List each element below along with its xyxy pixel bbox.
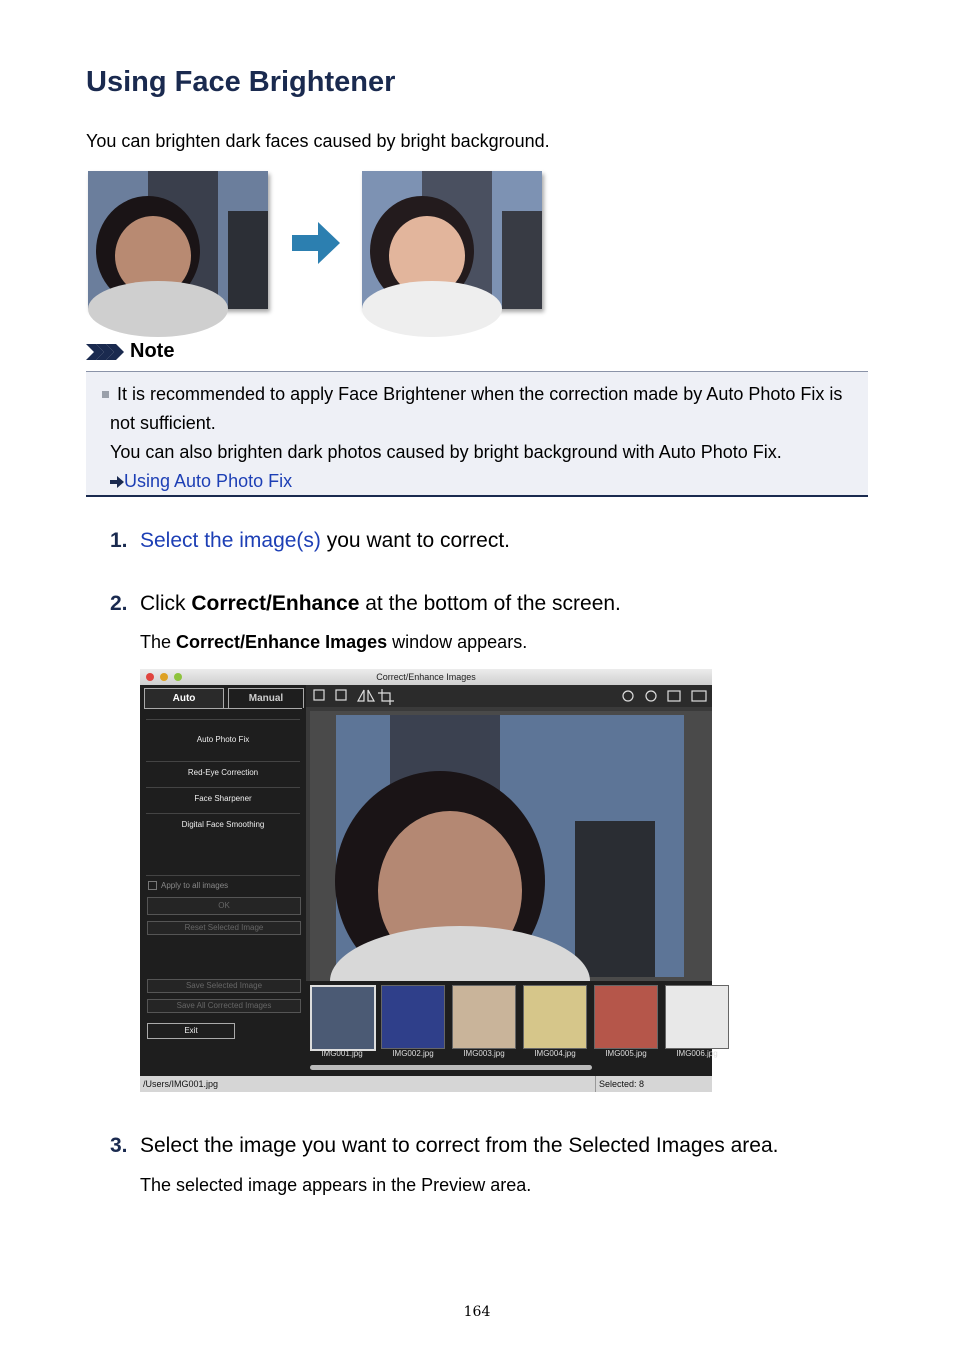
zoom-out-icon[interactable] [646,691,656,701]
note-line-1: It is recommended to apply Face Brightener when the correction made by Auto Photo Fix is not sufficient. [110,384,843,433]
save-selected-button[interactable]: Save Selected Image [147,979,301,993]
step-text: you want to correct. [320,529,511,552]
minimize-button[interactable] [160,673,168,681]
sub-text: window appears. [387,632,528,652]
face-sharpener-item[interactable]: Face Sharpener [146,787,300,810]
selected-images-area [306,981,718,1076]
page-title: Using Face Brightener [86,66,396,98]
preview-image [310,711,712,981]
step-1 [110,529,510,553]
file-path: /Users/IMG001.jpg [143,1079,219,1089]
selected-count: Selected: 8 [595,1076,644,1092]
close-button[interactable] [146,673,154,681]
exit-button[interactable]: Exit [147,1023,235,1039]
rotate-left-icon[interactable] [314,690,324,700]
ok-button[interactable]: OK [147,897,301,915]
step-3 [110,1134,779,1158]
after-photo [362,171,542,309]
step-text: Select the image you want to correct from the Selected Images area. [140,1134,779,1157]
correct-enhance-window [140,669,718,1092]
sub-bold-text: Correct/Enhance Images [176,632,388,652]
step-bold-text: Correct/Enhance [191,592,360,615]
thumbnail-label: IMG004.jpg [534,1049,576,1058]
intro-text: You can brighten dark faces caused by bright background. [86,131,550,151]
thumbnail-label: IMG006.jpg [676,1049,718,1058]
step-number: 1. [110,529,128,552]
step-number: 3. [110,1134,128,1157]
digital-face-smoothing-item[interactable]: Digital Face Smoothing [146,813,300,836]
thumbnail[interactable] [594,985,658,1049]
note-heading [86,340,174,363]
select-images-link[interactable]: Select the image(s) [140,529,321,552]
single-view-icon[interactable] [668,691,680,701]
red-eye-correction-item[interactable]: Red-Eye Correction [146,761,300,784]
auto-photo-fix-link[interactable]: Using Auto Photo Fix [124,471,293,491]
step-text: at the bottom of the screen. [359,592,621,615]
apply-all-checkbox[interactable] [148,881,228,890]
window-title: Correct/Enhance Images [376,672,476,682]
thumbnail-label: IMG003.jpg [463,1049,505,1058]
auto-photo-fix-item[interactable]: Auto Photo Fix [146,719,300,760]
crop-icon[interactable] [378,689,394,705]
step-number: 2. [110,592,128,615]
tab-manual[interactable]: Manual [228,688,304,708]
link-arrow-icon [110,476,124,488]
rotate-right-icon[interactable] [336,690,346,700]
step-2-sub [140,632,527,653]
window-titlebar [140,669,712,685]
checkbox-icon [148,881,157,890]
zoom-button[interactable] [174,673,182,681]
step-text: Click [140,592,192,615]
thumbnail-label: IMG005.jpg [605,1049,647,1058]
thumbnail[interactable] [665,985,729,1049]
sub-text: The [140,632,177,652]
thumbnail-label: IMG001.jpg [321,1049,363,1058]
arrow-right-icon [292,222,340,264]
thumbnail[interactable] [523,985,587,1049]
thumbnail[interactable] [381,985,445,1049]
preview-toolbar [306,685,712,707]
note-icon [86,344,126,360]
bullet-icon [102,391,109,398]
status-bar [140,1076,712,1092]
compare-view-icon[interactable] [692,691,706,701]
note-label: Note [130,340,175,362]
save-all-button[interactable]: Save All Corrected Images [147,999,301,1013]
step-2 [110,592,621,616]
apply-all-label: Apply to all images [161,881,229,890]
reset-selected-button[interactable]: Reset Selected Image [147,921,301,935]
note-line-2: You can also brighten dark photos caused by bright background with Auto Photo Fix. [110,442,782,462]
preview-area [310,711,712,981]
tab-auto[interactable]: Auto [144,688,224,708]
left-panel [140,685,306,1076]
thumbnail-label: IMG002.jpg [392,1049,434,1058]
page-number: 164 [463,1304,491,1320]
scrollbar[interactable] [310,1065,592,1070]
note-box [86,371,868,497]
flip-icon[interactable] [358,690,374,701]
thumbnail[interactable] [310,985,376,1051]
thumbnail[interactable] [452,985,516,1049]
zoom-in-icon[interactable] [623,691,633,701]
step-3-sub: The selected image appears in the Preview area. [140,1175,532,1195]
before-photo [88,171,268,309]
